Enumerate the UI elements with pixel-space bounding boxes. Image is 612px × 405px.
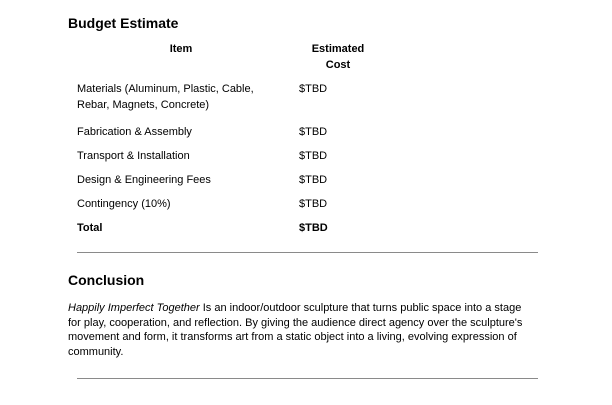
conclusion-paragraph (68, 301, 558, 359)
cost-cell: $TBD (299, 126, 328, 138)
item-cell: Fabrication & Assembly (77, 126, 192, 138)
item-cell: Design & Engineering Fees (77, 174, 211, 186)
cost-cell: $TBD (299, 174, 328, 186)
paragraph-line: community. (68, 345, 124, 358)
budget-estimate-heading: Budget Estimate (68, 15, 179, 31)
item-cell: Transport & Installation (77, 150, 190, 162)
cost-cell: $TBD (299, 150, 328, 162)
table-header-item: Item (169, 43, 193, 55)
item-cell: Contingency (10%) (77, 198, 171, 210)
table-header-estimated-cost: Estimated Cost (311, 43, 365, 71)
item-cell: Materials (Aluminum, Plastic, Cable, Rebar, Magnets, Concrete) (77, 83, 254, 111)
paragraph-line: movement and form, it transforms art from a static object into a living, evolving expression of (68, 331, 517, 343)
conclusion-heading: Conclusion (68, 272, 145, 288)
section-divider (77, 252, 538, 253)
cost-cell: $TBD (299, 83, 328, 95)
paragraph-line: for play, cooperation, and reflection. By giving the audience direct agency over the sculpture's (68, 316, 523, 329)
paragraph-line: Happily Imperfect Together Is an indoor/outdoor sculpture that turns public space into a stage (68, 302, 522, 314)
section-divider (77, 378, 538, 379)
cost-cell: $TBD (299, 198, 328, 210)
cost-cell-total: $TBD (299, 222, 328, 234)
italic-title-text: Happily Imperfect Together (68, 302, 200, 314)
item-cell-total: Total (77, 222, 103, 234)
